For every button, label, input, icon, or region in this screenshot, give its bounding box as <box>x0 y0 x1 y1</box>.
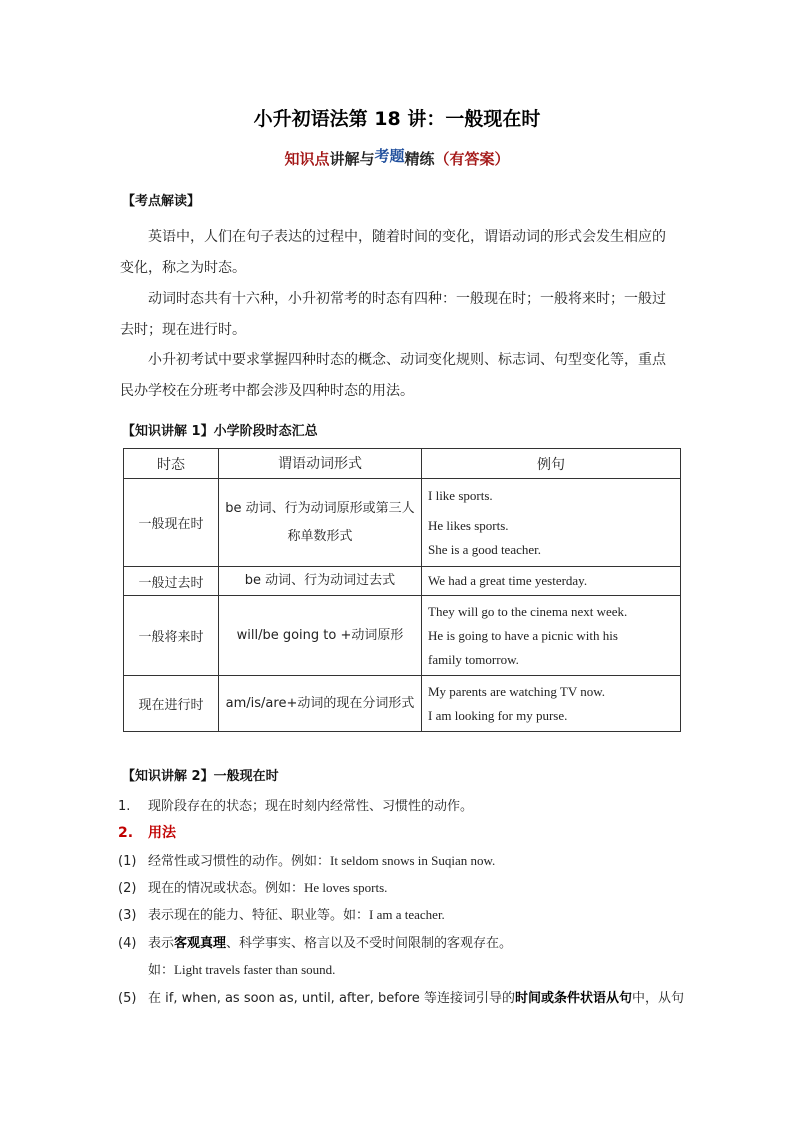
subtitle-part-4: 精练 <box>404 150 435 168</box>
page-subtitle <box>0 148 794 169</box>
list-text: 、科学事实、格言以及不受时间限制的客观存在。 <box>226 936 513 951</box>
list-text: 在 if, when, as soon as, until, after, before 等连接词引导的 <box>148 991 515 1006</box>
example-text: I am a teacher. <box>369 907 445 922</box>
paragraph-3: 小升初考试中要求掌握四种时态的概念、动词变化规则、标志词、句型变化等，重点民办学校在分班考中都会涉及四种时态的用法。 <box>120 352 666 399</box>
list-number: 1. <box>118 799 131 814</box>
subtitle-part-1: 知识点 <box>284 150 330 168</box>
table-cell-tense: 现在进行时 <box>124 676 219 732</box>
paragraph-2: 动词时态共有十六种，小升初常考的时态有四种：一般现在时；一般将来时；一般过去时；现在进行时。 <box>120 291 666 338</box>
subtitle-part-5: （有答案） <box>434 150 510 168</box>
table-cell-examples <box>422 567 681 596</box>
table-cell-examples <box>422 479 681 567</box>
tense-summary-table <box>123 448 681 732</box>
table-cell-examples <box>422 676 681 732</box>
table-cell-form: am/is/are+动词的现在分词形式 <box>219 676 422 732</box>
example-sentence: I like sports. <box>428 487 493 503</box>
table-row <box>124 479 681 567</box>
table-cell-form: be 动词、行为动词过去式 <box>219 567 422 596</box>
page-title: 小升初语法第 18 讲：一般现在时 <box>253 108 541 130</box>
list-item <box>118 795 698 814</box>
usage-heading: 用法 <box>148 825 176 841</box>
example-sentence: My parents are watching TV now. <box>428 683 606 699</box>
example-sentence: family tomorrow. <box>428 651 519 667</box>
list-text: 现在的情况或状态。例如： <box>148 881 305 896</box>
table-cell-form: will/be going to +动词原形 <box>219 596 422 676</box>
list-number: (2) <box>118 881 137 896</box>
list-item <box>118 877 698 896</box>
list-item-example <box>148 959 728 978</box>
section-heading-exam-points: 【考点解读】 <box>122 194 201 209</box>
list-item <box>118 932 698 951</box>
paragraph-1: 英语中，人们在句子表达的过程中，随着时间的变化，谓语动词的形式会发生相应的变化，称之为时态。 <box>120 229 666 276</box>
table-cell-tense: 一般现在时 <box>124 479 219 567</box>
table-row <box>124 567 681 596</box>
section-heading-knowledge-2: 【知识讲解 2】一般现在时 <box>122 769 279 784</box>
table-header-examples: 例句 <box>422 449 681 479</box>
example-text: He loves sports. <box>304 880 388 895</box>
subtitle-part-2: 讲解与 <box>329 150 375 168</box>
list-number: 2. <box>118 825 134 841</box>
list-text-bold: 时间或条件状语从句 <box>514 991 632 1006</box>
example-text: Light travels faster than sound. <box>174 962 336 977</box>
section-heading-knowledge-1: 【知识讲解 1】小学阶段时态汇总 <box>122 424 318 439</box>
example-sentence: I am looking for my purse. <box>428 707 568 723</box>
table-row <box>124 596 681 676</box>
example-sentence: He likes sports. <box>428 517 509 533</box>
example-sentence: They will go to the cinema next week. <box>428 603 628 619</box>
list-text-bold: 客观真理 <box>174 936 227 951</box>
list-text: 如： <box>148 963 175 978</box>
list-item <box>118 904 698 923</box>
table-header-tense: 时态 <box>124 449 219 479</box>
list-text: 表示 <box>148 936 175 951</box>
list-number: (4) <box>118 936 137 951</box>
list-item <box>118 987 698 1006</box>
example-sentence: We had a great time yesterday. <box>428 573 588 588</box>
table-header-row <box>124 449 681 479</box>
list-text: 经常性或习惯性的动作。例如： <box>148 854 331 869</box>
table-row <box>124 676 681 732</box>
table-cell-form: be 动词、行为动词原形或第三人称单数形式 <box>219 479 422 567</box>
list-number: (5) <box>118 991 137 1006</box>
table-cell-tense: 一般将来时 <box>124 596 219 676</box>
subtitle-part-3: 考题 <box>374 147 405 165</box>
list-number: (3) <box>118 908 137 923</box>
table-cell-examples <box>422 596 681 676</box>
example-sentence: She is a good teacher. <box>428 541 541 557</box>
list-item <box>118 850 698 869</box>
table-cell-tense: 一般过去时 <box>124 567 219 596</box>
example-text: It seldom snows in Suqian now. <box>330 853 496 868</box>
list-text: 中，从句 <box>631 991 684 1006</box>
list-text: 表示现在的能力、特征、职业等。如： <box>148 908 370 923</box>
example-sentence: He is going to have a picnic with his <box>428 627 618 643</box>
list-item <box>118 822 698 842</box>
list-number: (1) <box>118 854 137 869</box>
list-text: 现阶段存在的状态；现在时刻内经常性、习惯性的动作。 <box>148 799 474 814</box>
table-header-form: 谓语动词形式 <box>219 449 422 479</box>
